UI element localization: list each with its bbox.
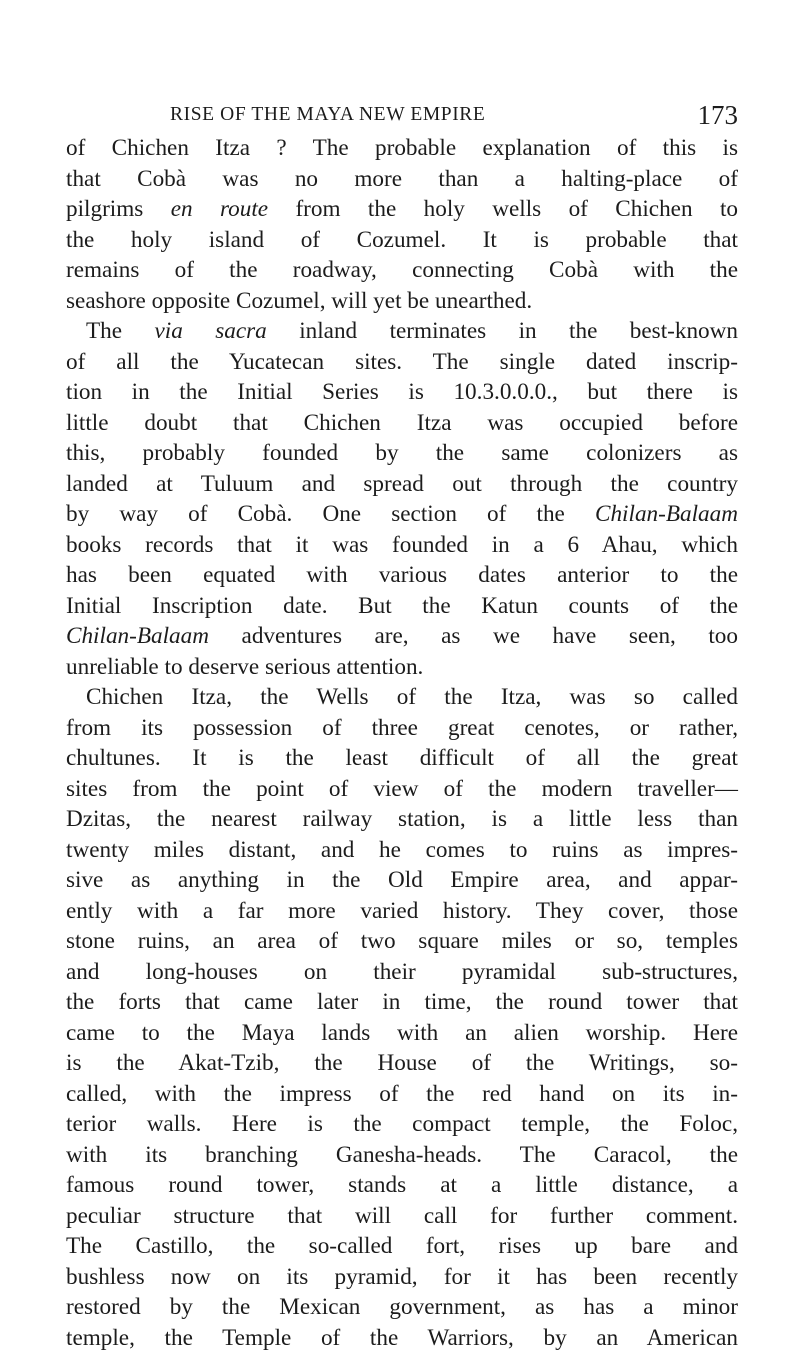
text-line: tion in the Initial Series is 10.3.0.0.0., but there is [66,377,738,408]
text-line: bushless now on its pyramid, for it has been recently [66,1262,738,1293]
text-line: Chilan-Balaam adventures are, as we have seen, too [66,621,738,652]
running-head [66,95,738,135]
text-line: sive as anything in the Old Empire area, and appar- [66,865,738,896]
text-line: terior walls. Here is the compact temple, the Foloc, [66,1109,738,1140]
text-line: with its branching Ganesha-heads. The Caracol, the [66,1140,738,1171]
text-line: has been equated with various dates anterior to the [66,560,738,591]
text-line: landed at Tuluum and spread out through the country [66,469,738,500]
text-line: restored by the Mexican government, as has a minor [66,1292,738,1323]
text-line: by way of Cobà. One section of the Chilan-Balaam [66,499,738,530]
text-line: the forts that came later in time, the round tower that [66,987,738,1018]
text-line: of Chichen Itza ? The probable explanation of this is [66,133,738,164]
text-line: pilgrims en route from the holy wells of Chichen to [66,194,738,225]
foreign-phrase: via sacra [154,318,266,344]
text-line: chultunes. It is the least difficult of all the great [66,743,738,774]
book-title: Chilan-Balaam [595,501,738,527]
text-line: came to the Maya lands with an alien worship. Here [66,1018,738,1049]
paragraph-end-line: seashore opposite Cozumel, will yet be unearthed. [66,286,738,317]
text-line: from its possession of three great cenotes, or rather, [66,713,738,744]
page-number: 173 [698,95,739,135]
text-line: is the Akat-Tzib, the House of the Writings, so- [66,1048,738,1079]
body-text [66,133,738,1353]
text-line: The Castillo, the so-called fort, rises up bare and [66,1231,738,1262]
book-title: Chilan-Balaam [66,623,209,649]
foreign-phrase: en route [171,196,268,222]
text-line: Initial Inscription date. But the Katun counts of the [66,591,738,622]
text-line: of all the Yucatecan sites. The single dated inscrip- [66,347,738,378]
text-line: that Cobà was no more than a halting-place of [66,164,738,195]
text-line: Dzitas, the nearest railway station, is a little less than [66,804,738,835]
text-line: twenty miles distant, and he comes to ruins as impres- [66,835,738,866]
text-line: stone ruins, an area of two square miles or so, temples [66,926,738,957]
paragraph-start-line: Chichen Itza, the Wells of the Itza, was so called [66,682,738,713]
paragraph-start-line: The via sacra inland terminates in the best-known [66,316,738,347]
paragraph-end-line: unreliable to deserve serious attention. [66,652,738,683]
text-line: famous round tower, stands at a little distance, a [66,1170,738,1201]
text-line: temple, the Temple of the Warriors, by an American [66,1323,738,1353]
text-line: and long-houses on their pyramidal sub-structures, [66,957,738,988]
running-title: RISE OF THE MAYA NEW EMPIRE [170,95,485,135]
text-line: this, probably founded by the same colonizers as [66,438,738,469]
text-line: called, with the impress of the red hand on its in- [66,1079,738,1110]
text-line: books records that it was founded in a 6 Ahau, which [66,530,738,561]
text-line: ently with a far more varied history. They cover, those [66,896,738,927]
text-line: peculiar structure that will call for further comment. [66,1201,738,1232]
text-line: the holy island of Cozumel. It is probable that [66,225,738,256]
text-line: remains of the roadway, connecting Cobà with the [66,255,738,286]
text-line: little doubt that Chichen Itza was occupied before [66,408,738,439]
text-line: sites from the point of view of the modern traveller— [66,774,738,805]
